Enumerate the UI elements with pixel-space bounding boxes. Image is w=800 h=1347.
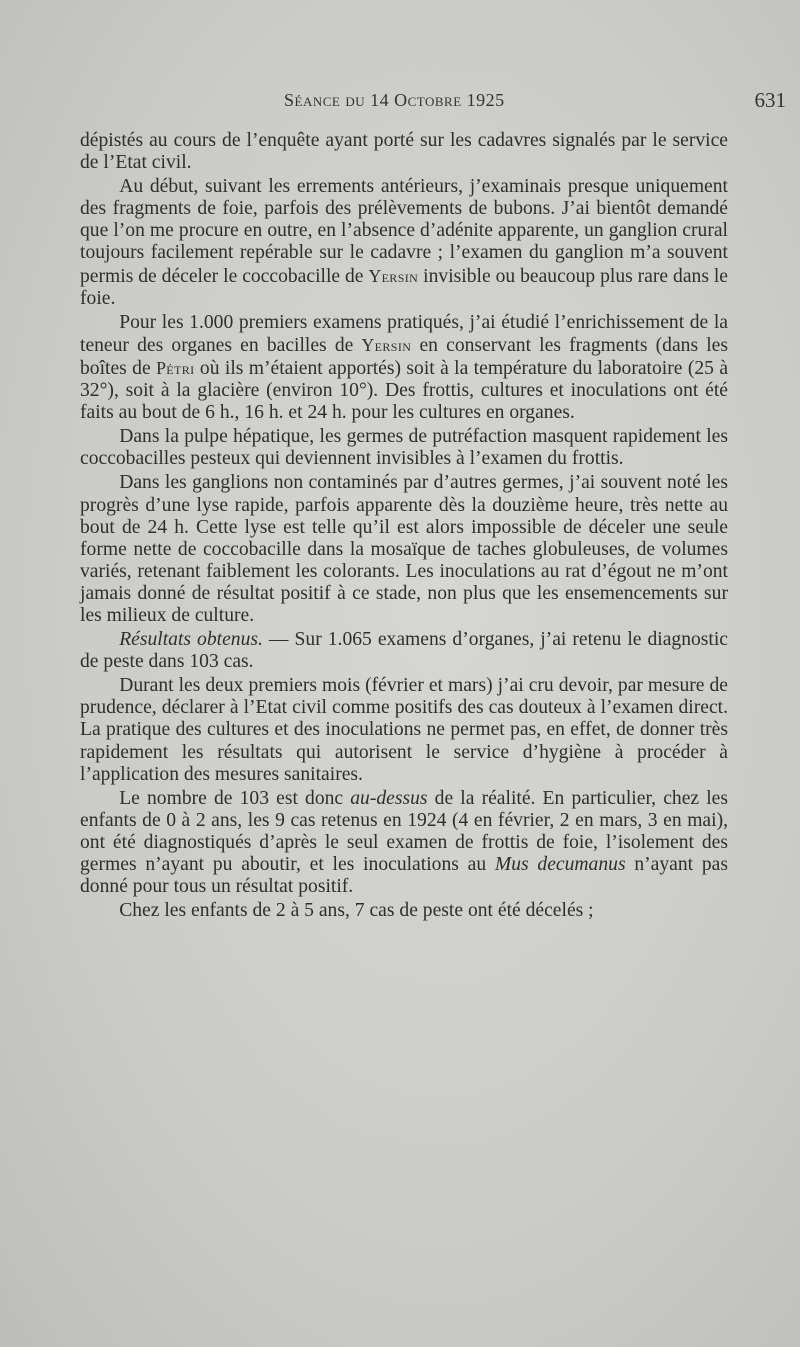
text-run: Pour les 1.000 premiers examens pratiqués, j’ai étudié l’enrichissement de la teneur des organes en bacilles de [80,311,728,356]
paragraph [80,788,728,898]
text-run: invisible ou beaucoup plus rare dans le foie. [80,265,728,309]
running-head-title: Séance du 14 Octobre 1925 [284,90,505,110]
text-run: en conservant les fragments (dans les boîtes de [80,334,729,379]
text-run: Dans la pulpe hépatique, les germes de putréfaction masquent rapidement les coccobacilles pesteux qui deviennent invisibles à l’examen du frottis. [80,426,728,470]
text-run: n’ayant pas donné pour tous un résultat positif. [80,854,728,898]
italic-text: Mus decumanus [494,854,626,875]
proper-name: Yersin [368,265,419,286]
text-run: dépistés au cours de l’enquête ayant porté sur les cadavres signalés par le service de l’Etat civil. [80,130,728,174]
paragraph [80,900,728,922]
running-head [0,86,800,116]
text-run: de la réalité. En particulier, chez les enfants de 0 à 2 ans, les 9 cas retenus en 1924 (4 en février, 2 en mars, 3 en mai), ont été diagnostiqués d’après le seul examen de frottis de foie, l’isolement des germes n’ayant pu aboutir, et les inoculations au [80,787,728,875]
page-number: 631 [754,88,786,112]
body-text [80,130,728,922]
italic-text: au-dessus [350,787,428,809]
text-run: — Sur 1.065 examens d’organes, j’ai retenu le diagnostic de peste dans 103 cas. [80,629,729,673]
paragraph [80,675,728,785]
paragraph [80,176,728,310]
proper-name: Pétri [156,357,195,378]
text-run: Durant les deux premiers mois (février et mars) j’ai cru devoir, par mesure de prudence, déclarer à l’Etat civil comme positifs des cas douteux à l’examen direct. La pratique des cultures et des inoculations ne permet pas, en effet, de donner très rapidement les résultats qui autorisent le service d’hygiène à procéder à l’application des mesures sanitaires. [80,675,728,785]
proper-name: Yersin [361,334,412,355]
text-run: Le nombre de 103 est donc [119,787,351,809]
text-run: Chez les enfants de 2 à 5 ans, 7 cas de peste ont été décelés ; [119,900,594,922]
text-run: où ils m’étaient apportés) soit à la température du laboratoire (25 à 32°), soit à la glacière (environ 10°). Des frottis, cultures et inoculations ont été faits au bout de 6 h., 16 h. et 24 h. pour les cultures en organes. [80,357,729,424]
paragraph [80,130,728,174]
paragraph [80,472,728,627]
paragraph [80,426,728,470]
text-run: Au début, suivant les errements antérieurs, j’examinais presque uniquement des fragments de foie, parfois des prélèvements de bubons. J’ai bientôt demandé que l’on me procure en outre, en l’absence d’adénite apparente, un ganglion crural toujours facilement repérable sur le cadavre ; l’examen du ganglion m’a souvent permis de déceler le coccobacille de [80,176,728,287]
paragraph [80,629,728,673]
paragraph [80,312,728,424]
text-run: Dans les ganglions non contaminés par d’autres germes, j’ai souvent noté les progrès d’une lyse rapide, parfois apparente dès la douzième heure, très nette au bout de 24 h. Cette lyse est telle qu’il est alors impossible de déceler une seule forme nette de coccobacille dans la mosaïque de taches globuleuses, de volumes variés, retenant faiblement les colorants. Les inoculations au rat d’égout ne m’ont jamais donné de résultat positif à ce stade, non plus que les ensemencements sur les milieux de culture. [80,472,728,626]
italic-text: Résultats obtenus. [119,629,263,651]
